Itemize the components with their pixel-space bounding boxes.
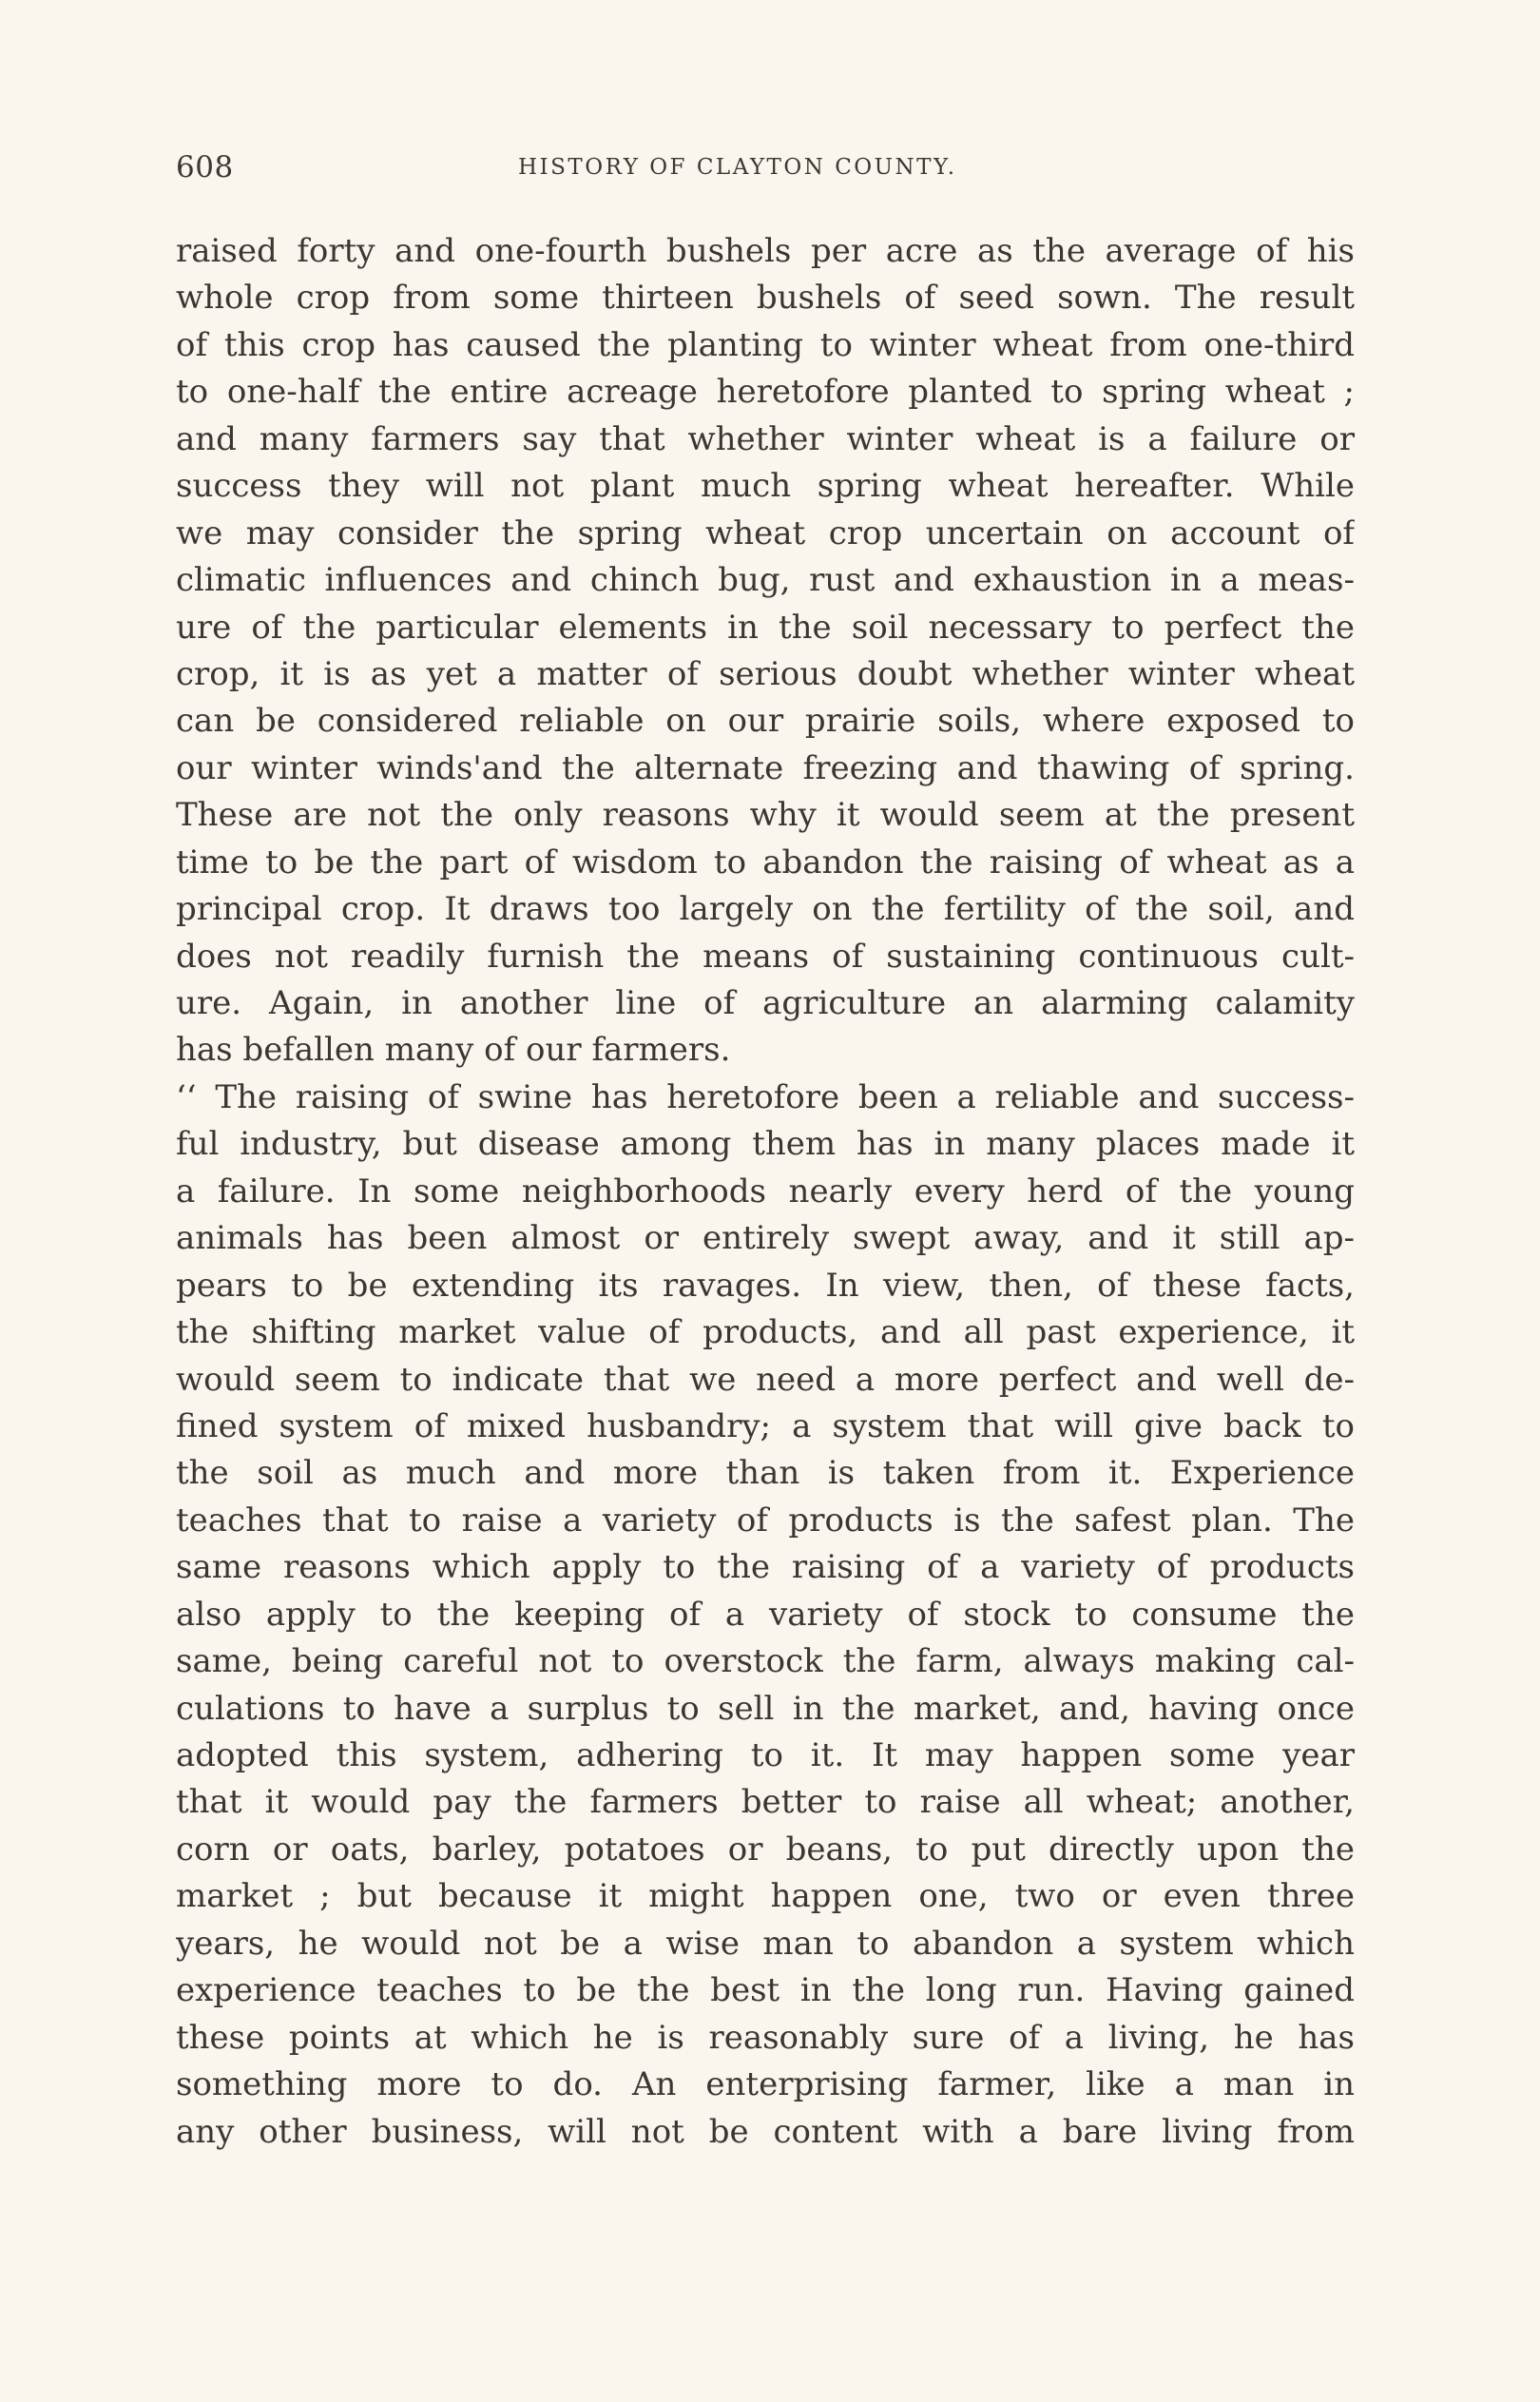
paragraph-end-line: has befallen many of our farmers. [176,1031,731,1070]
text-line: same reasons which apply to the raising of a variety of products [176,1548,1355,1587]
text-line: the shifting market value of products, and all past experience, it [176,1313,1355,1352]
text-line: principal crop. It draws too largely on the fertility of the soil, and [176,890,1355,929]
text-line: success they will not plant much spring wheat hereafter. While [176,467,1355,506]
text-line: same, being careful not to overstock the farm, always making cal- [176,1642,1355,1681]
text-line: can be considered reliable on our prairie soils, where exposed to [176,702,1355,741]
text-line: experience teaches to be the best in the long run. Having gained [176,1971,1355,2010]
text-line: any other business, will not be content with a bare living from [176,2112,1355,2151]
text-line: years, he would not be a wise man to abandon a system which [176,1924,1355,1963]
text-line: a failure. In some neighborhoods nearly every herd of the young [176,1172,1355,1211]
text-line: crop, it is as yet a matter of serious doubt whether winter wheat [176,654,1355,693]
text-line: the soil as much and more than is taken from it. Experience [176,1454,1355,1493]
text-line: whole crop from some thirteen bushels of seed sown. The result [176,279,1355,318]
text-line: adopted this system, adhering to it. It may happen some year [176,1736,1355,1774]
text-line: market ; but because it might happen one, two or even three [176,1877,1355,1916]
text-line: ‘‘ The raising of swine has heretofore been a reliable and success- [176,1077,1355,1116]
text-line: culations to have a surplus to sell in the market, and, having once [176,1689,1355,1728]
text-line: these points at which he is reasonably sure of a living, he has [176,2018,1355,2057]
text-line: corn or oats, barley, potatoes or beans, to put directly upon the [176,1830,1355,1869]
text-line: These are not the only reasons why it would seem at the present [176,796,1355,835]
body-text [176,228,1355,2156]
text-line: time to be the part of wisdom to abandon the raising of wheat as a [176,843,1355,881]
running-head: HISTORY OF CLAYTON COUNTY. [518,155,957,180]
text-line: ful industry, but disease among them has in many places made it [176,1125,1355,1164]
text-line: that it would pay the farmers better to raise all wheat; another, [176,1783,1355,1822]
text-line: to one-half the entire acreage heretofore planted to spring wheat ; [176,373,1355,412]
text-line: ure. Again, in another line of agriculture an alarming calamity [176,984,1355,1022]
text-line: and many farmers say that whether winter wheat is a failure or [176,419,1355,458]
text-line: pears to be extending its ravages. In view, then, of these facts, [176,1266,1355,1305]
text-line: teaches that to raise a variety of products is the safest plan. The [176,1501,1355,1540]
text-line: raised forty and one-fourth bushels per acre as the average of his [176,232,1355,270]
text-line: also apply to the keeping of a variety of stock to consume the [176,1595,1355,1634]
page-number: 608 [176,150,234,184]
text-line: would seem to indicate that we need a more perfect and well de- [176,1360,1355,1399]
text-line: fined system of mixed husbandry; a system that will give back to [176,1406,1355,1445]
text-line: something more to do. An enterprising farmer, like a man in [176,2065,1355,2104]
text-line: ure of the particular elements in the soil necessary to perfect the [176,608,1355,647]
text-line: we may consider the spring wheat crop uncertain on account of [176,513,1355,552]
text-line: our winter winds'and the alternate freezing and thawing of spring. [176,748,1355,787]
text-line: of this crop has caused the planting to winter wheat from one-third [176,325,1355,364]
text-line: animals has been almost or entirely swept away, and it still ap- [176,1219,1355,1258]
text-line: climatic influences and chinch bug, rust and exhaustion in a meas- [176,561,1355,600]
text-line: does not readily furnish the means of sustaining continuous cult- [176,937,1355,976]
